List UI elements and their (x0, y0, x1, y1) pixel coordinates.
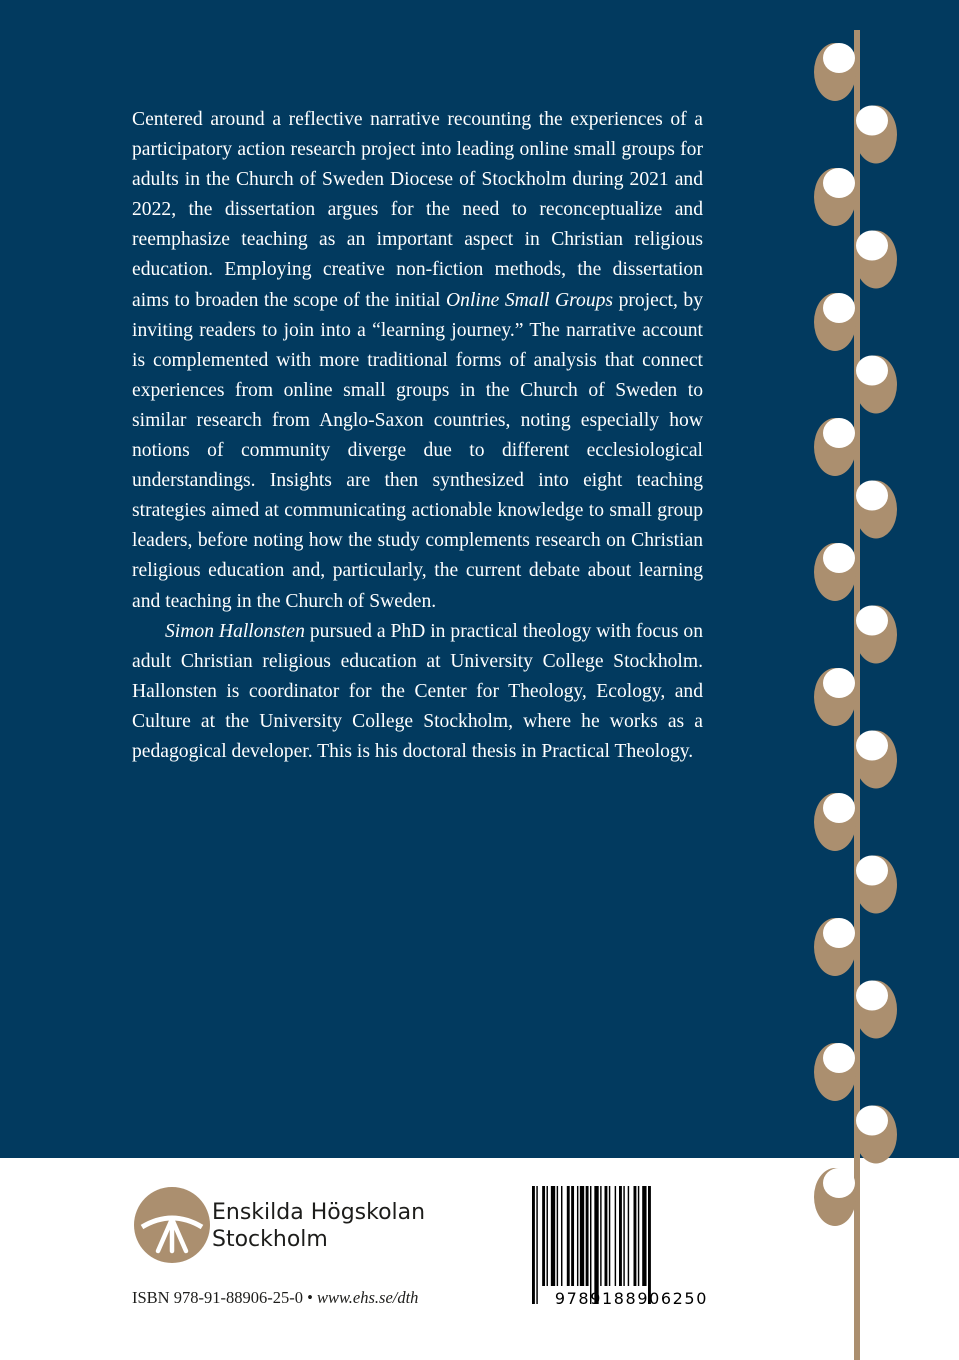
catkin-bud (814, 43, 856, 101)
catkin-bud (855, 106, 897, 164)
isbn-separator: • (302, 1288, 317, 1307)
project-title: Online Small Groups (446, 289, 614, 311)
catkin-bud (855, 606, 897, 664)
back-cover-blurb (132, 105, 703, 767)
author-name: Simon Hallonsten (165, 620, 305, 642)
catkin-bud (855, 481, 897, 539)
catkin-bud (814, 1043, 856, 1101)
catkin-bud (814, 168, 856, 226)
website-url: www.ehs.se/dth (316, 1288, 419, 1307)
publisher-name (212, 1199, 425, 1253)
abstract-paragraph (132, 105, 703, 617)
barcode-digits: 9789188906250 (554, 1289, 708, 1308)
catkin-bud (814, 293, 856, 351)
publisher-name-line1: Enskilda Högskolan (212, 1200, 426, 1225)
publisher-name-line2: Stockholm (212, 1227, 328, 1252)
catkin-bud (814, 668, 856, 726)
catkin-bud (814, 1168, 856, 1226)
catkin-bud (855, 231, 897, 289)
catkin-branch-illustration (808, 30, 908, 1360)
abstract-text-end: project, by inviting readers to join into a “learning journey.” The narrative account is complemented with more traditional forms of analysis that connect experiences from online small groups in the Church of Sweden to similar research from Anglo-Saxon countries, noting especially how notions of community diverge due to different ecclesiological understandings. Insights are then synthesized into eight teaching strategies aimed at communicating actionable knowledge to small group leaders, before noting how the study complements research on Christian religious education and, particularly, the current debate about learning and teaching in the Church of Sweden. (132, 289, 703, 612)
catkin-bud (855, 1106, 897, 1164)
catkin-bud (855, 731, 897, 789)
author-bio-text: pursued a PhD in practical theology with focus on adult Christian religious education at University College Stockholm. Hallonsten is coordinator for the Center for Theology, Ecology, and Culture at the University College Stockholm, where he works as a pedagogical developer. This is his doctoral thesis in Practical Theology. (132, 620, 704, 762)
catkin-bud (814, 793, 856, 851)
catkin-bud (814, 543, 856, 601)
catkin-bud (814, 418, 856, 476)
catkin-bud (814, 918, 856, 976)
isbn-line (132, 1288, 418, 1308)
author-bio-paragraph (132, 617, 703, 767)
abstract-text-start: Centered around a reflective narrative recounting the experiences of a participatory action research project into leading online small groups for adults in the Church of Sweden Diocese of Stockholm during 2021 and 2022, the dissertation argues for the need to reconceptualize and reemphasize teaching as an important aspect in Christian religious education. Employing creative non-fiction methods, the dissertation aims to broaden the scope of the initial (132, 109, 703, 311)
catkin-bud (855, 981, 897, 1039)
isbn-number: ISBN 978-91-88906-25-0 (132, 1288, 303, 1307)
publisher-logo-icon (132, 1185, 212, 1265)
catkin-bud (855, 356, 897, 414)
catkin-bud (855, 856, 897, 914)
